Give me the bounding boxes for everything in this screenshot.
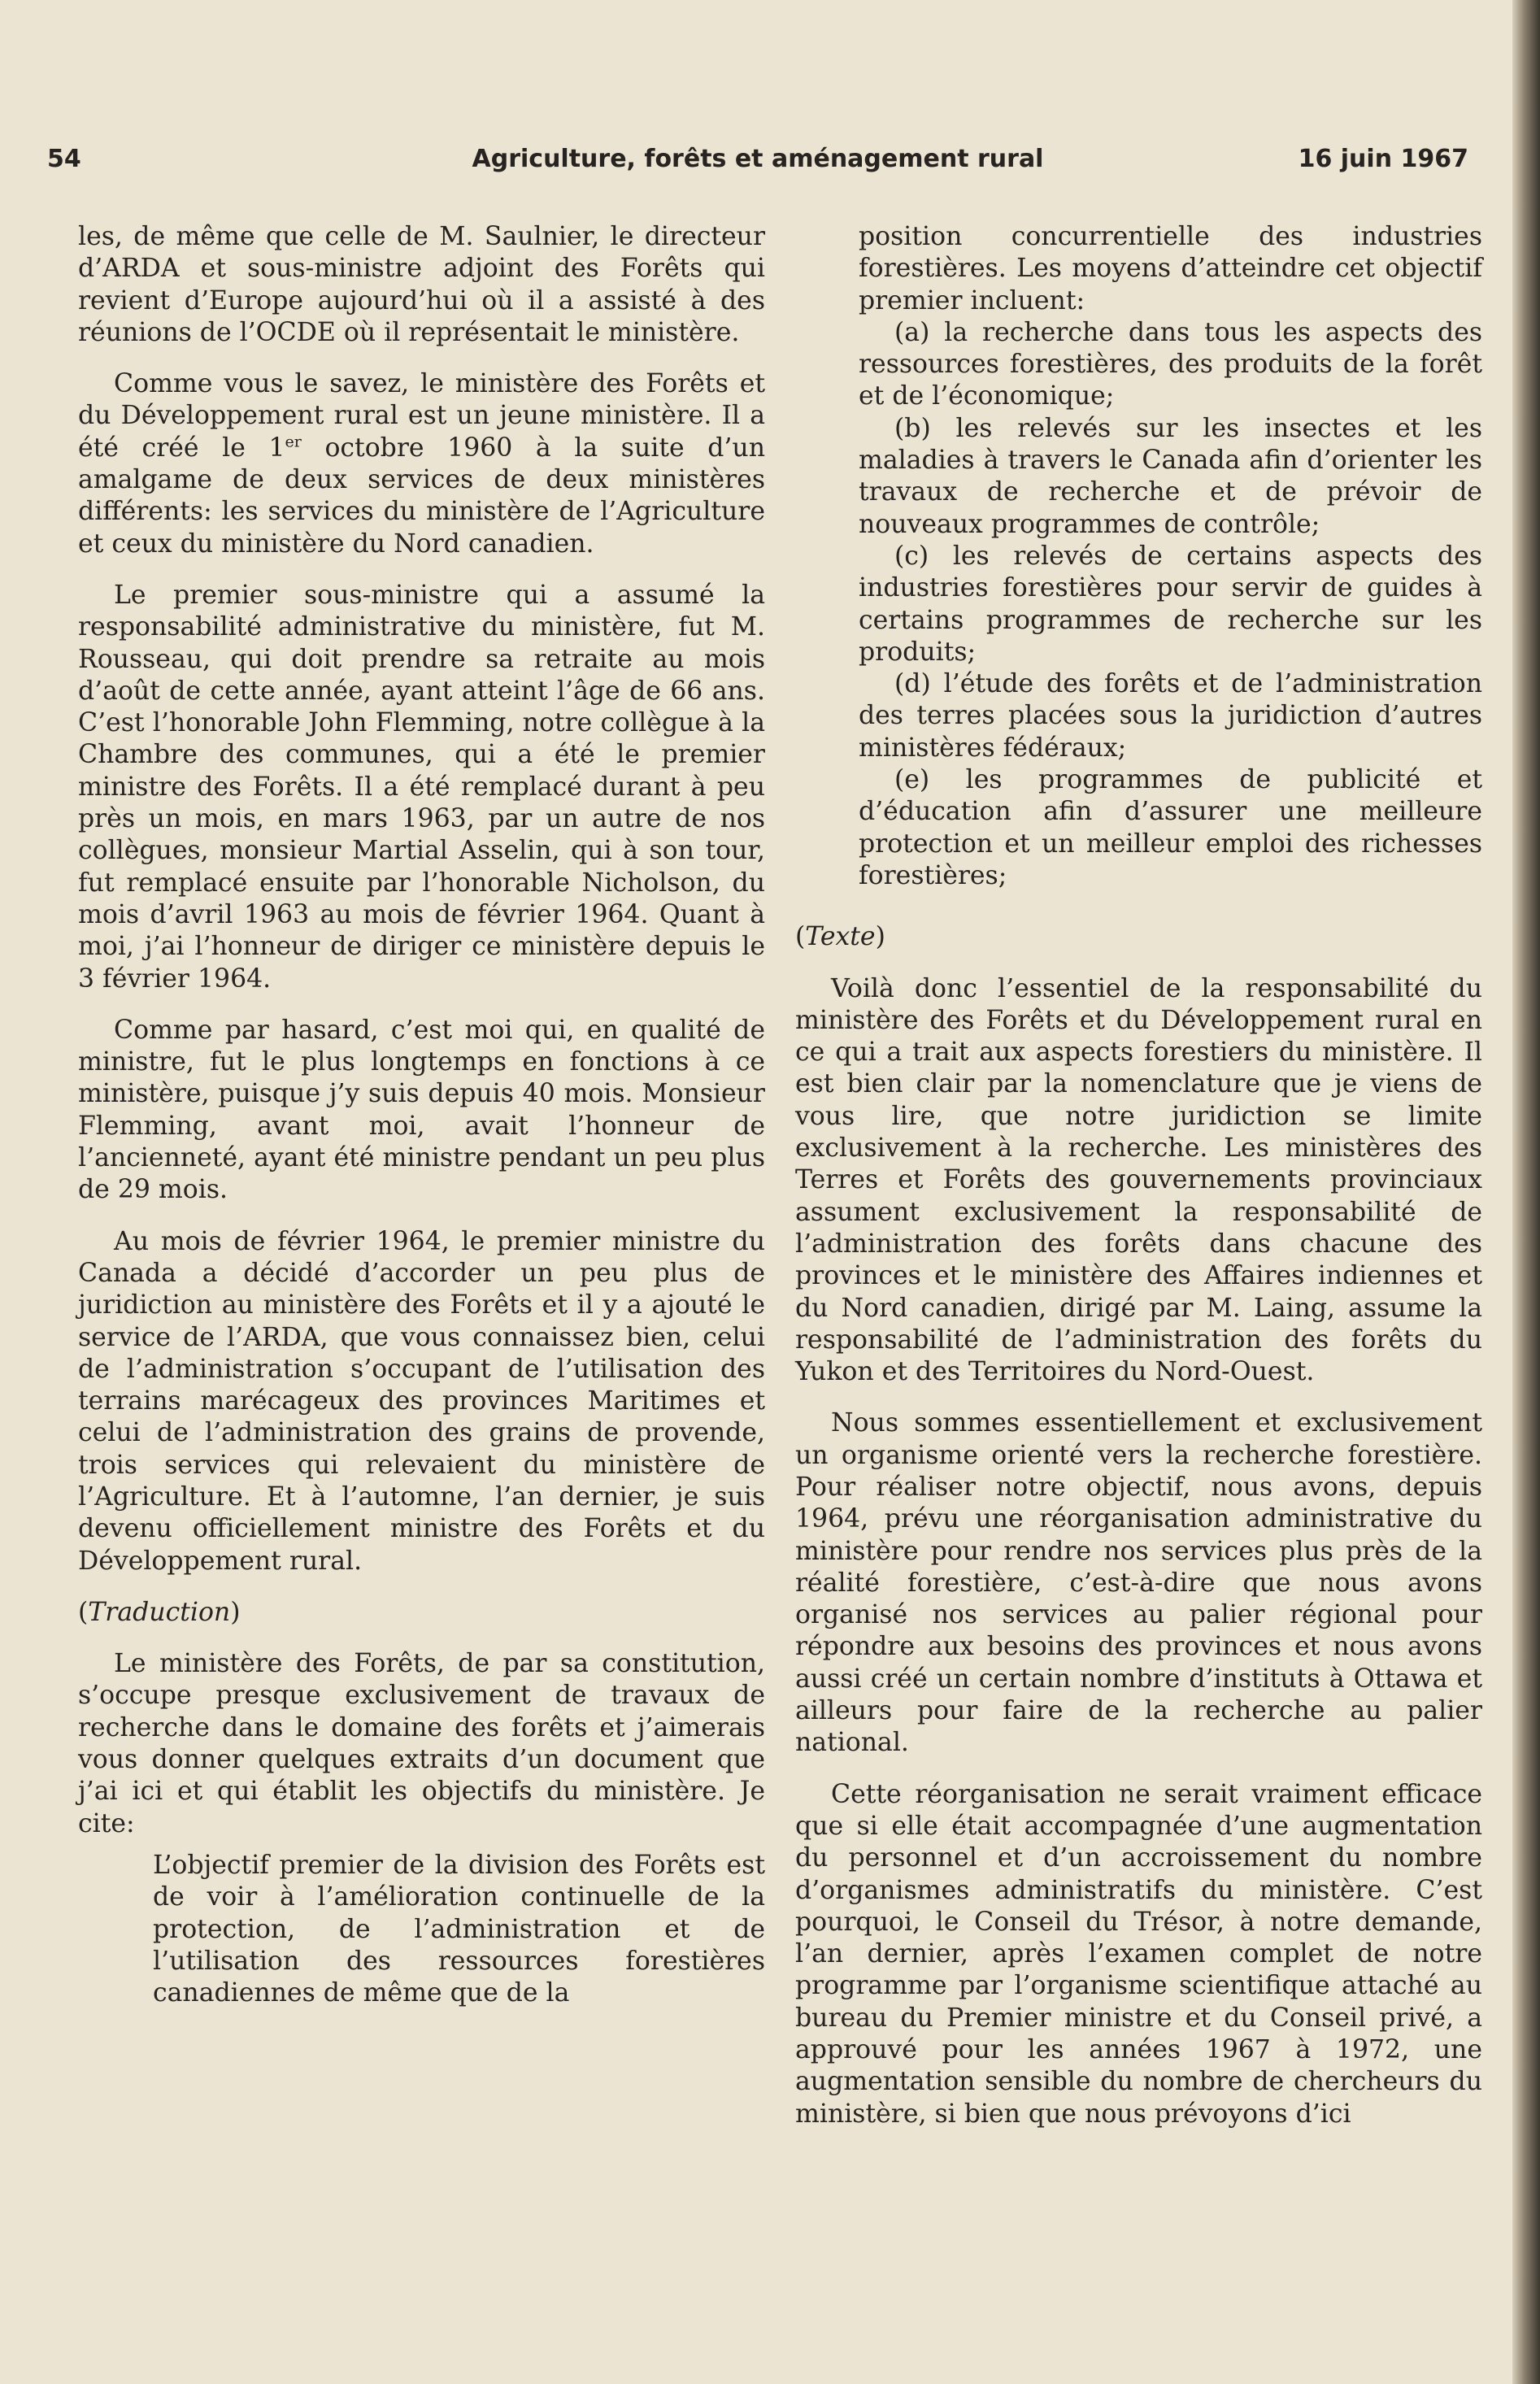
- paragraph: Comme par hasard, c’est moi qui, en qualité de ministre, fut le plus longtemps en fonctions à ce ministère, puisque j’y suis depuis 40 mois. Monsieur Flemming, avant moi, avait l’honneur de l’ancienneté, ayant été ministre pendant un peu plus de 29 mois.: [78, 1015, 765, 1205]
- quote-item-b: (b) les relevés sur les insectes et les maladies à travers le Canada afin d’orienter les travaux de recherche et de prévoir de nouveaux programmes de contrôle;: [859, 413, 1482, 539]
- superscript: er: [285, 433, 302, 451]
- paragraph-text: Comme vous le savez, le ministère des Forêts et du Développement rural est un jeune ministère. Il a été créé le 1: [78, 369, 765, 463]
- paragraph: Nous sommes essentiellement et exclusivement un organisme orienté vers la recherche forestière. Pour réaliser notre objectif, nous avons, depuis 1964, prévu une réorganisation administrative du ministère pour rendre nos services plus près de la réalité forestière, c’est-à-dire que nous avons organisé nos services au palier régional pour répondre aux besoins des provinces et nous avons aussi créé un certain nombre d’instituts à Ottawa et ailleurs pour faire de la recherche au palier national.: [795, 1408, 1482, 1758]
- section-label-text: Texte: [805, 922, 876, 952]
- paragraph: les, de même que celle de M. Saulnier, le directeur d’ARDA et sous-ministre adjoint des Forêts qui revient d’Europe aujourd’hui où il a assisté à des réunions de l’OCDE où il représentait le ministère.: [78, 222, 765, 347]
- quote-item-d: (d) l’étude des forêts et de l’administration des terres placées sous la juridiction d’autres ministères fédéraux;: [859, 669, 1482, 763]
- block-quote-continued: position concurrentielle des industries forestières. Les moyens d’atteindre cet objectif premier incluent:: [859, 222, 1482, 315]
- paragraph: Cette réorganisation ne serait vraiment efficace que si elle était accompagnée d’une augmentation du personnel et d’un accroissement du nombre d’organismes administratifs du ministère. C’est pourquoi, le Conseil du Trésor, à notre demande, l’an dernier, après l’examen complet de notre programme par l’organisme scientifique attaché au bureau du Premier ministre et du Conseil privé, a approuvé pour les années 1967 à 1972, une augmentation sensible du nombre de chercheurs du ministère, si bien que nous prévoyons d’ici: [795, 1779, 1482, 2129]
- paragraph-text: octobre 1960 à la suite d’un amalgame de deux services de deux ministères différents: les services du ministère de l’Agriculture et ceux du ministère du Nord canadien.: [78, 433, 765, 559]
- page-header: [47, 145, 1468, 185]
- page-date: 16 juin 1967: [1298, 145, 1468, 173]
- quote-item-e: (e) les programmes de publicité et d’éducation afin d’assurer une meilleure protection et un meilleur emploi des richesses forestières;: [859, 765, 1482, 890]
- paragraph: Au mois de février 1964, le premier ministre du Canada a décidé d’accorder un peu plus de juridiction au ministère des Forêts et il y a ajouté le service de l’ARDA, que vous connaissez bien, celui de l’administration s’occupant de l’utilisation des terrains marécageux des provinces Maritimes et celui de l’administration des grains de provende, trois services qui relevaient du ministère de l’Agriculture. Et à l’automne, l’an dernier, je suis devenu officiellement ministre des Forêts et du Développement rural.: [78, 1226, 765, 1576]
- paragraph: Le ministère des Forêts, de par sa constitution, s’occupe presque exclusivement de travaux de recherche dans le domaine des forêts et j’aimerais vous donner quelques extraits d’un document que j’ai ici et qui établit les objectifs du ministère. Je cite:: [78, 1649, 765, 1838]
- section-label-text: Traduction: [88, 1597, 231, 1627]
- running-title: Agriculture, forêts et aménagement rural: [472, 145, 1044, 173]
- right-column: [795, 221, 1482, 2130]
- left-column: [78, 221, 765, 2009]
- section-label-texte: (Texte): [795, 922, 885, 952]
- paragraph: Le premier sous-ministre qui a assumé la responsabilité administrative du ministère, fut M. Rousseau, qui doit prendre sa retraite au mois d’août de cette année, ayant atteint l’âge de 66 ans. C’est l’honorable John Flemming, notre collègue à la Chambre des communes, qui a été le premier ministre des Forêts. Il a été remplacé durant à peu près un mois, en mars 1963, par un autre de nos collègues, monsieur Martial Asselin, qui à son tour, fut remplacé ensuite par l’honorable Nicholson, du mois d’avril 1963 au mois de février 1964. Quant à moi, j’ai l’honneur de diriger ce ministère depuis le 3 février 1964.: [78, 580, 765, 994]
- paragraph: Voilà donc l’essentiel de la responsabilité du ministère des Forêts et du Développement rural en ce qui a trait aux aspects forestiers du ministère. Il est bien clair par la nomenclature que je viens de vous lire, que notre juridiction se limite exclusivement à la recherche. Les ministères des Terres et Forêts des gouvernements provinciaux assument exclusivement la responsabilité de l’administration des forêts dans chacune des provinces et le ministère des Affaires indiennes et du Nord canadien, dirigé par M. Laing, assume la responsabilité de l’administration des forêts du Yukon et des Territoires du Nord-Ouest.: [795, 973, 1482, 1387]
- quote-item-c: (c) les relevés de certains aspects des industries forestières pour servir de guides à certains programmes de recherche sur les produits;: [859, 541, 1482, 667]
- section-label-traduction: (Traduction): [78, 1597, 241, 1627]
- block-quote: L’objectif premier de la division des Forêts est de voir à l’amélioration continuelle de la protection, de l’administration et de l’utilisation des ressources forestières canadiennes de même que de la: [153, 1850, 765, 2008]
- quote-item-a: (a) la recherche dans tous les aspects des ressources forestières, des produits de la forêt et de l’économique;: [859, 317, 1482, 411]
- paragraph: [78, 368, 765, 560]
- book-spine-shadow: [1512, 0, 1540, 2384]
- page-number: 54: [47, 145, 81, 173]
